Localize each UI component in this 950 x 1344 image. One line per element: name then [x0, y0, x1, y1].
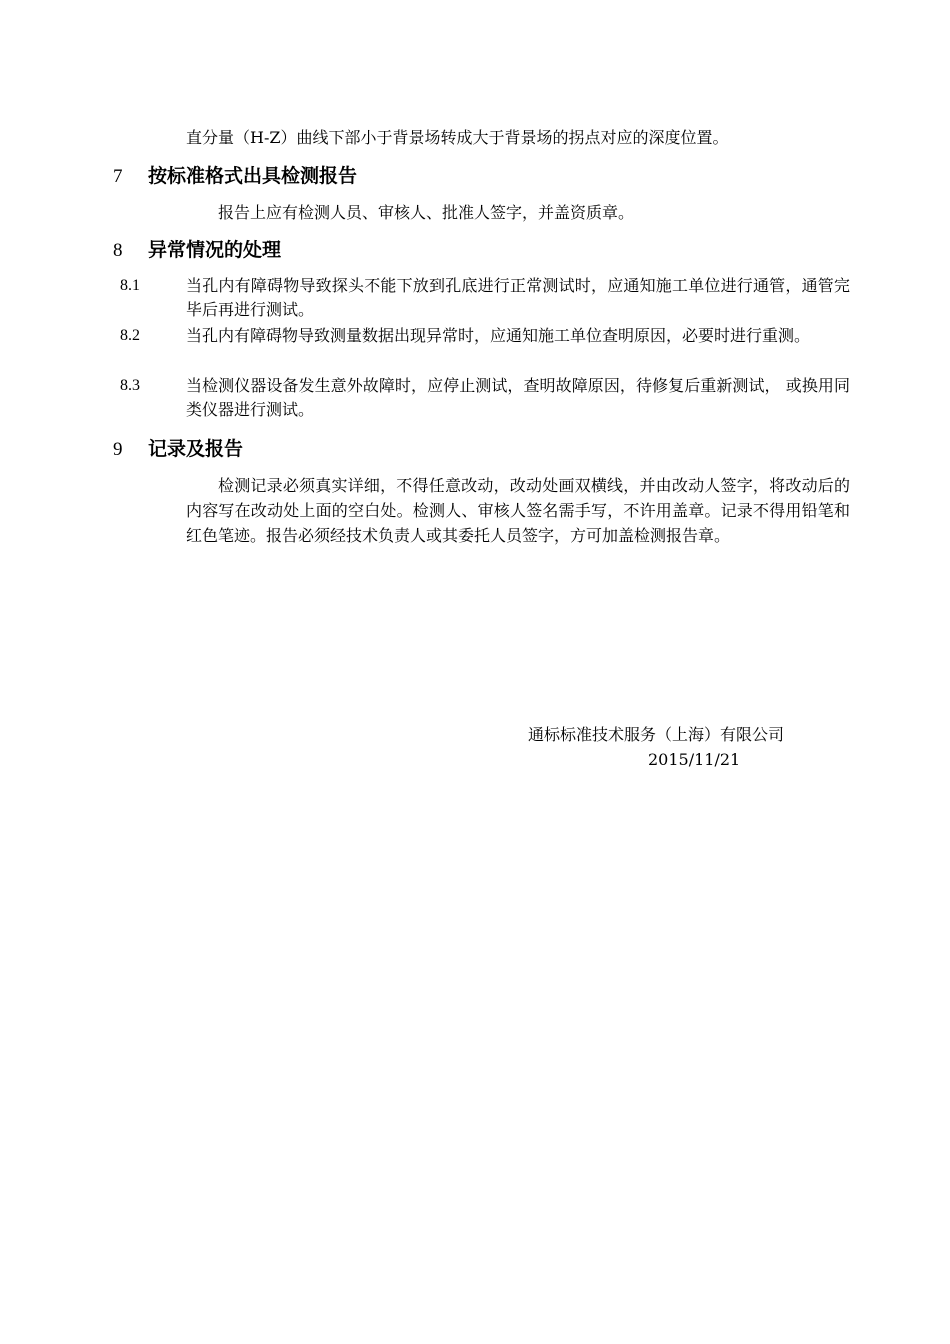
section-8-heading — [113, 236, 281, 265]
intro-line: 直分量（H-Z）曲线下部小于背景场转成大于背景场的拐点对应的深度位置。 — [186, 128, 729, 147]
list-item-8-2 — [120, 324, 850, 372]
list-item-8-3 — [120, 374, 850, 422]
section-7-heading — [113, 162, 357, 191]
item-number: 8.1 — [120, 277, 140, 294]
item-number: 8.2 — [120, 327, 140, 344]
section-9-text: 检测记录必须真实详细，不得任意改动，改动处画双横线，并由改动人签字，将改动后的内容写在改动处上面的空白处。检测人、审核人签名需手写，不许用盖章。记录不得用铅笔和红色笔迹。报告必须经技术负责人或其委托人员签字，方可加盖检测报告章。 — [186, 476, 850, 545]
signature-company: 通标标准技术服务（上海）有限公司 — [528, 725, 785, 744]
section-8-title: 异常情况的处理 — [148, 239, 282, 261]
item-text: 当孔内有障碍物导致探头不能下放到孔底进行正常测试时，应通知施工单位进行通管，通管完毕后再进行测试。 — [186, 276, 850, 319]
list-item-8-1 — [120, 274, 850, 322]
item-text: 当孔内有障碍物导致测量数据出现异常时，应通知施工单位查明原因，必要时进行重测。 — [186, 326, 811, 345]
section-7-number: 7 — [113, 166, 123, 187]
signature-date: 2015/11/21 — [648, 750, 741, 769]
section-9-heading — [113, 435, 243, 464]
item-text: 当检测仪器设备发生意外故障时，应停止测试，查明故障原因，待修复后重新测试， 或换用同类仪器进行测试。 — [186, 376, 850, 419]
section-7-text: 报告上应有检测人员、审核人、批准人签字，并盖资质章。 — [218, 203, 635, 222]
section-8-number: 8 — [113, 240, 123, 261]
item-number: 8.3 — [120, 377, 140, 394]
section-9-title: 记录及报告 — [148, 438, 244, 460]
section-9-number: 9 — [113, 439, 123, 460]
section-7-title: 按标准格式出具检测报告 — [148, 165, 358, 187]
